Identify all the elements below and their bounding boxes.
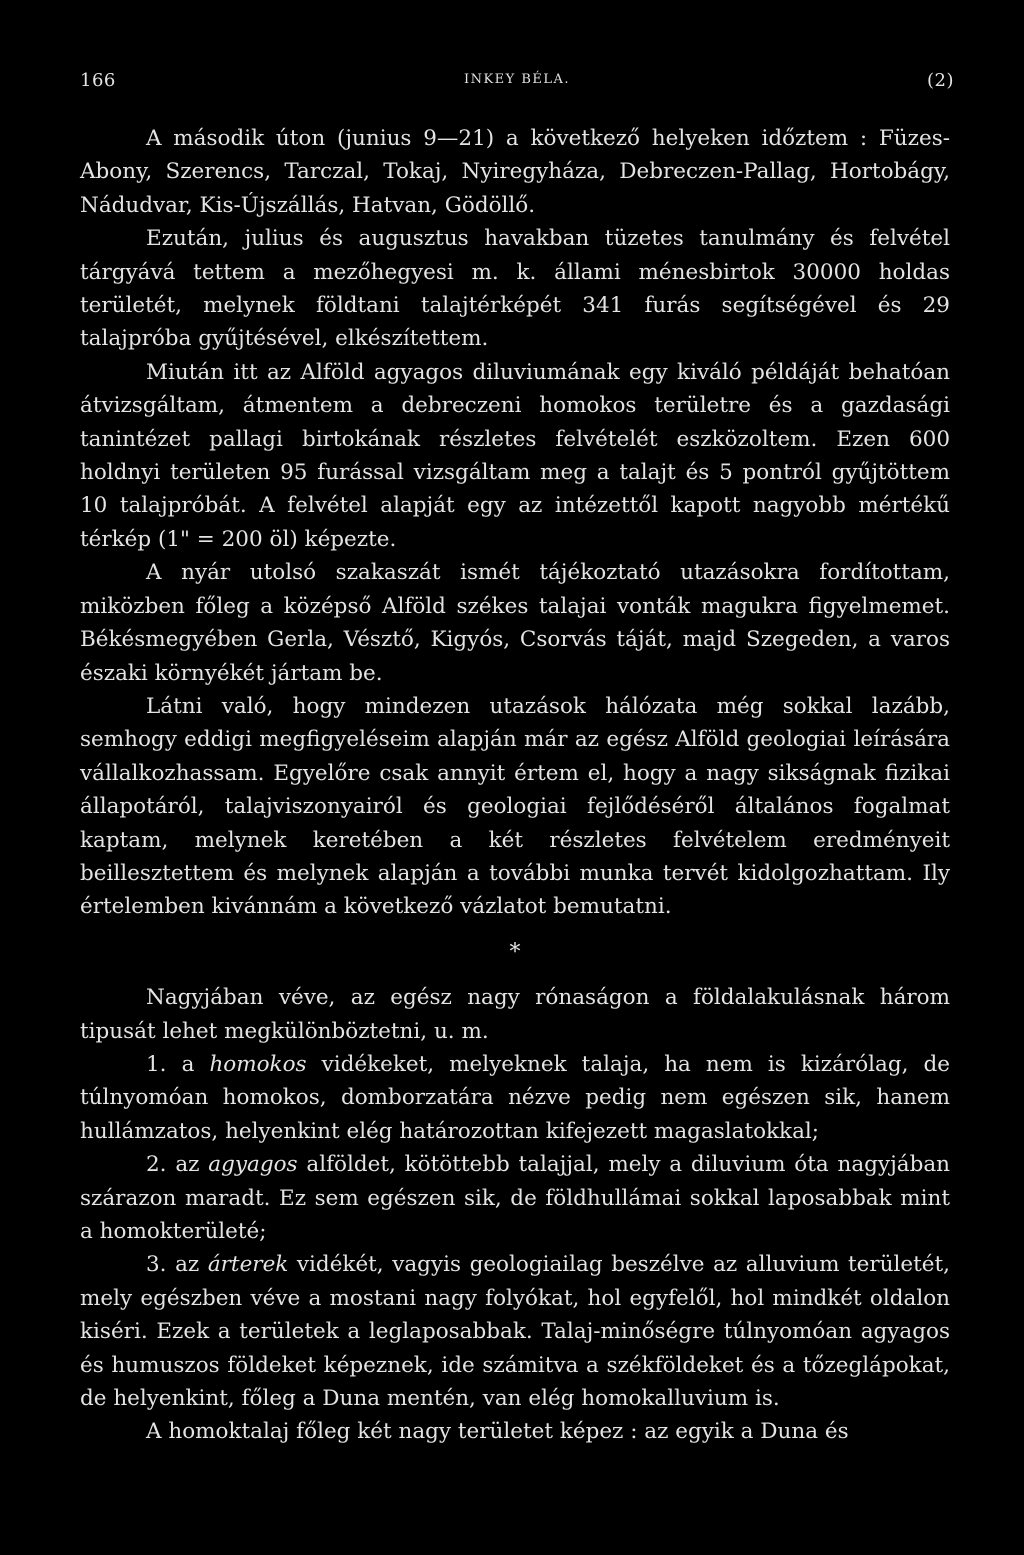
section-separator: * [509, 939, 521, 965]
body-text [80, 122, 950, 1449]
running-head: INKEY BÉLA. [463, 72, 571, 87]
paragraph-debreczen: Miután itt az Alföld agyagos diluviumának egy kiváló példáját behatóan átvizsgáltam, átmentem a debreczeni homokos területre és a gazdasági tanintézet pallagi birtokának részletes felvételét eszközoltem. Ezen 600 holdnyi területen 95 furással vizsgáltam meg a talajt és 5 pontról gyűjtöttem 10 talajpróbát. A felvétel alapját egy az intézettől kapott nagyobb mértékű térkép (1" = 200 öl) képezte. [80, 359, 950, 552]
item-number: 2. [146, 1152, 167, 1178]
paragraph-summer: A nyár utolsó szakaszát ismét tájékoztató utazásokra fordítottam, miközben főleg a középső Alföld székes talajai vonták magukra figyelmemet. Békésmegyében Gerla, Vésztő, Kigyós, Csorvás táját, majd Szegeden, a varos északi környékét jártam be. [80, 560, 950, 686]
section-number: (2) [927, 70, 954, 91]
item-article: az [175, 1252, 200, 1278]
paragraph-mezohegyes: Ezután, julius és augusztus havakban tüzetes tanulmány és felvétel tárgyává tettem a mezőhegyesi m. k. állami ménesbirtok 30000 holdas területét, melynek földtani talajtérképét 341 furás segítségével és 29 talajpróba gyűjtésével, elkészítettem. [80, 226, 950, 352]
paragraph-closing: A homoktalaj főleg két nagy területet képez : az egyik a Duna és [146, 1419, 849, 1445]
item-text: vidékét, vagyis geologiailag beszélve az alluvium területét, mely egészben véve a mostani nagy folyókat, hol egyfelől, hol mindkét oldalon kiséri. Ezek a területek a leglaposabbak. Talaj-minőségre túlnyomóan agyagos és humuszos földeket képeznek, ide számitva a székföldeket és a tőzeglápokat, de helyenkint, főleg a Duna mentén, van elég homokalluvium is. [80, 1252, 950, 1412]
item-number: 1. [146, 1051, 167, 1077]
item-number: 3. [146, 1252, 167, 1278]
item-article: az [175, 1152, 200, 1178]
item-text: vidékeket, melyeknek talaja, ha nem is kizárólag, de túlnyomóan homokos, domborzatára nézve pedig nem egészen sik, hanem hullámzatos, helyenkint elég határozottan kifejezett magaslatokkal; [80, 1051, 950, 1144]
page-number: 166 [80, 70, 116, 91]
list-item-arterek [80, 1248, 950, 1415]
page-header [80, 70, 954, 94]
item-text: alföldet, kötöttebb talajjal, mely a diluvium óta nagyjában szárazon maradt. Ez sem egészen sik, de földhullámai sokkal laposabbak mint a homokterületé; [80, 1152, 950, 1244]
item-article: a [181, 1051, 195, 1077]
paragraph-intro: Nagyjában véve, az egész nagy rónaságon a földalakulásnak három tipusát lehet megkülönböztetni, u. m. [80, 985, 950, 1044]
list-item-homokos [80, 1048, 950, 1148]
paragraph-summary: Látni való, hogy mindezen utazások hálózata még sokkal lazább, semhogy eddigi megfigyeléseim alapján már az egész Alföld geologiai leírására vállalkozhassam. Egyelőre csak annyit értem el, hogy a nagy sikságnak fizikai állapotáról, talajviszonyairól és geologiai fejlődéséről általános fogalmat kaptam, melynek keretében a két részletes felvételem eredményeit beillesztettem és melynek alapján a további munka tervét kidolgozhattam. Ily értelemben kivánnám a következő vázlatot bemutatni. [80, 693, 950, 920]
list-item-agyagos [80, 1148, 950, 1248]
item-term: homokos [209, 1051, 307, 1077]
paragraph-journey: A második úton (junius 9—21) a következő helyeken időztem : Füzes-Abony, Szerencs, Tarczal, Tokaj, Nyiregyháza, Debreczen-Pallag, Hortobágy, Nádudvar, Kis-Újszállás, Hatvan, Gödöllő. [80, 126, 950, 218]
item-term: árterek [207, 1252, 289, 1278]
item-term: agyagos [208, 1152, 298, 1178]
